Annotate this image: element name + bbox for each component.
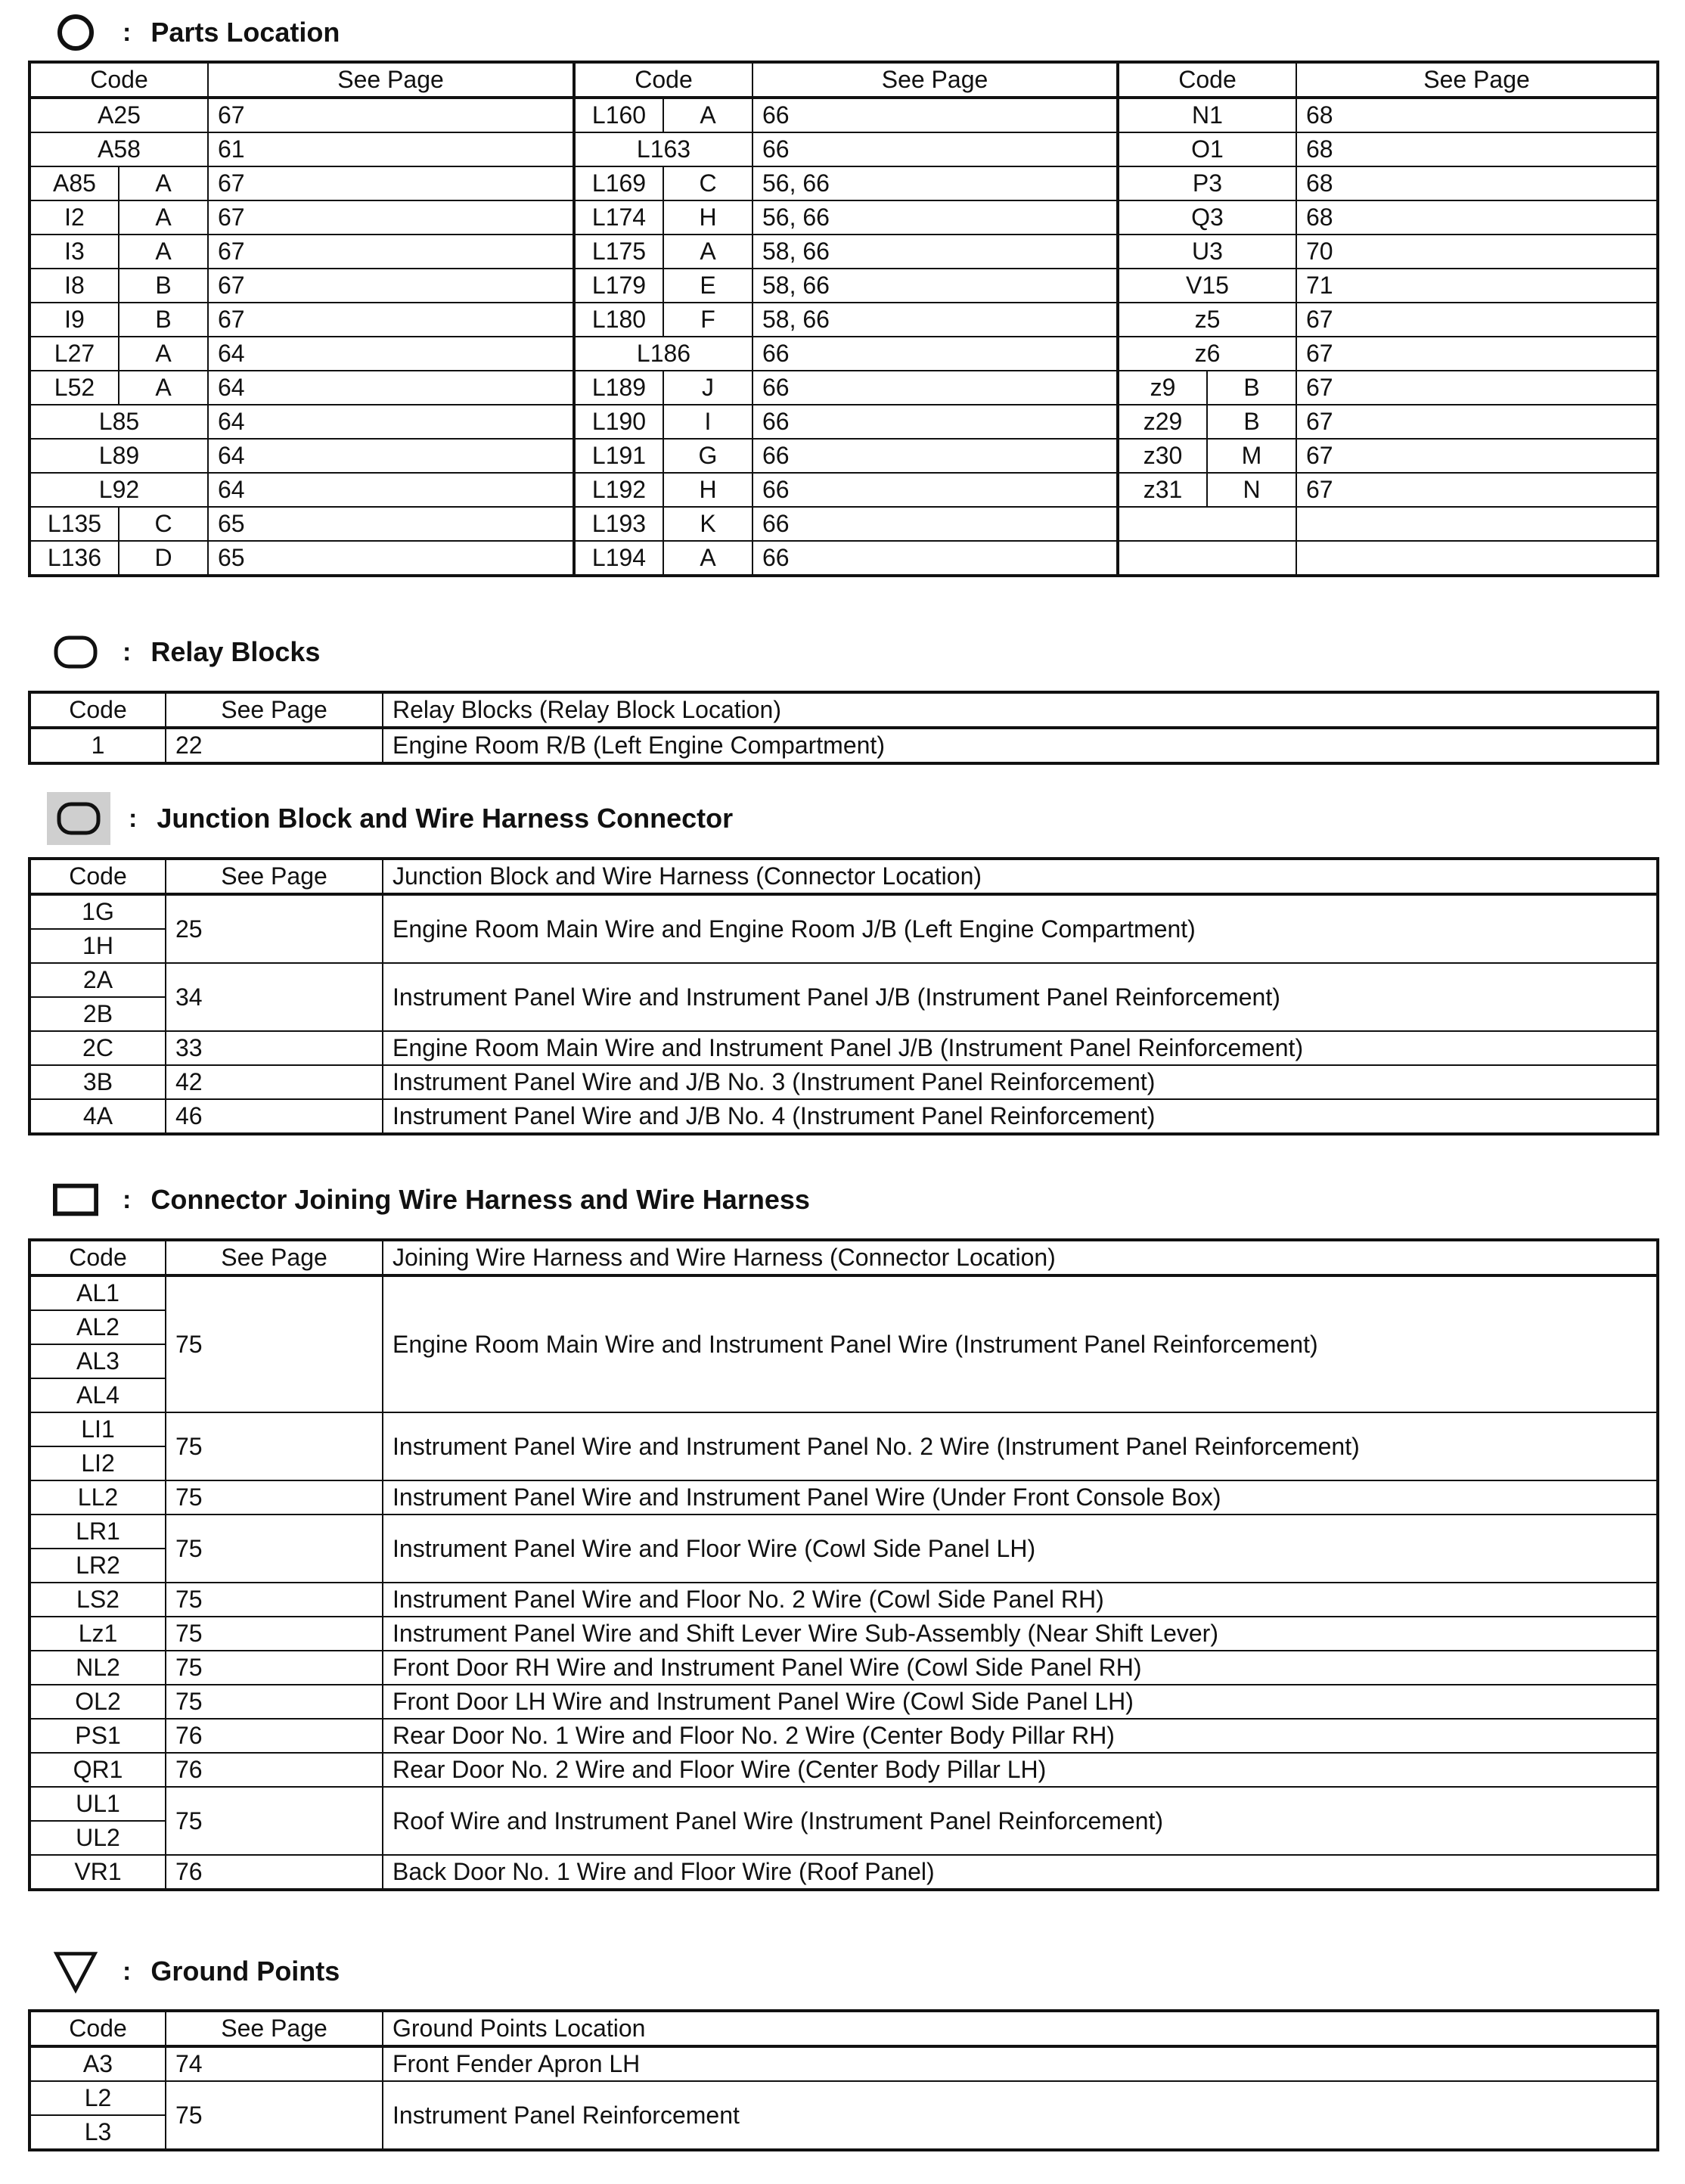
see-page-cell: 66 [753,371,1118,405]
part-code-cell: L189 [574,371,663,405]
see-page-cell: 75 [166,1515,383,1583]
ground-points-heading [53,1949,340,1994]
part-code-cell: L163 [574,132,753,166]
code-cell: 2B [29,997,166,1031]
down-triangle-icon [53,1947,98,1996]
description-cell: Instrument Panel Wire and Shift Lever Wire Sub-Assembly (Near Shift Lever) [383,1617,1658,1651]
table-row [29,728,1658,763]
see-page-cell: 75 [166,1583,383,1617]
table-row [29,1583,1658,1617]
part-code-cell: L174 [574,200,663,235]
see-page-cell [1296,507,1658,541]
part-code-cell: L92 [29,473,208,507]
heading-colon: : [123,17,132,47]
code-cell: 1H [29,929,166,963]
see-page-cell: 68 [1296,166,1658,200]
table-row [29,1275,1658,1310]
part-sub-cell: F [663,303,753,337]
table-row [29,473,1658,507]
description-cell: Instrument Panel Reinforcement [383,2081,1658,2150]
see-page-cell: 71 [1296,269,1658,303]
see-page-cell: 42 [166,1065,383,1099]
table-row [29,337,1658,371]
part-sub-cell: H [663,473,753,507]
part-code-cell: L179 [574,269,663,303]
part-code-cell: z31 [1118,473,1207,507]
see-page-cell: 65 [208,507,574,541]
description-cell: Front Door LH Wire and Instrument Panel Wire (Cowl Side Panel LH) [383,1685,1658,1719]
see-page-cell: 76 [166,1855,383,1890]
part-sub-cell: A [663,541,753,576]
see-page-cell: 67 [208,166,574,200]
part-code-cell: A58 [29,132,208,166]
column-header-see-page: See Page [208,62,574,98]
table-row [29,1787,1658,1821]
column-header-description: Ground Points Location [383,2011,1658,2046]
part-sub-cell: E [663,269,753,303]
table-header-row [29,1240,1658,1275]
part-code-cell: L169 [574,166,663,200]
table-header-row [29,2011,1658,2046]
column-header-code: Code [29,62,208,98]
part-code-cell: I3 [29,235,119,269]
part-sub-cell: N [1207,473,1296,507]
see-page-cell: 67 [1296,473,1658,507]
table-row [29,963,1658,997]
column-header-code: Code [1118,62,1296,98]
see-page-cell: 76 [166,1719,383,1753]
code-cell: PS1 [29,1719,166,1753]
connector-joining-table [28,1238,1659,1891]
part-code-cell: z6 [1118,337,1296,371]
description-cell: Rear Door No. 2 Wire and Floor Wire (Center Body Pillar LH) [383,1753,1658,1787]
code-cell: NL2 [29,1651,166,1685]
description-cell: Roof Wire and Instrument Panel Wire (Instrument Panel Reinforcement) [383,1787,1658,1855]
section-title: Junction Block and Wire Harness Connector [157,803,734,834]
code-cell: Lz1 [29,1617,166,1651]
see-page-cell: 75 [166,1685,383,1719]
see-page-cell: 67 [208,235,574,269]
see-page-cell: 66 [753,337,1118,371]
relay-blocks-table [28,691,1659,765]
part-code-cell: I8 [29,269,119,303]
code-cell: LS2 [29,1583,166,1617]
see-page-cell: 70 [1296,235,1658,269]
code-cell: 4A [29,1099,166,1134]
part-code-cell: Q3 [1118,200,1296,235]
see-page-cell: 68 [1296,132,1658,166]
connector-joining-heading [53,1177,810,1222]
part-sub-cell: A [663,235,753,269]
part-sub-cell: A [119,371,208,405]
code-cell: LI2 [29,1446,166,1480]
part-code-cell [1118,507,1296,541]
part-sub-cell: G [663,439,753,473]
section-title: Relay Blocks [151,636,321,667]
table-row [29,1685,1658,1719]
table-row [29,439,1658,473]
see-page-cell: 67 [208,98,574,132]
section-title: Parts Location [151,17,340,48]
see-page-cell: 34 [166,963,383,1031]
code-cell: 3B [29,1065,166,1099]
code-cell: LL2 [29,1480,166,1515]
code-cell: 2A [29,963,166,997]
see-page-cell: 74 [166,2046,383,2081]
heading-colon: : [123,1185,132,1214]
part-code-cell: A85 [29,166,119,200]
description-cell: Instrument Panel Wire and Instrument Panel Wire (Under Front Console Box) [383,1480,1658,1515]
heading-colon: : [123,637,132,666]
table-row [29,1480,1658,1515]
see-page-cell: 66 [753,98,1118,132]
see-page-cell: 67 [1296,303,1658,337]
code-cell: L2 [29,2081,166,2115]
column-header-code: Code [574,62,753,98]
rectangle-icon [53,1177,98,1222]
part-code-cell: I2 [29,200,119,235]
code-cell: A3 [29,2046,166,2081]
part-code-cell: O1 [1118,132,1296,166]
part-code-cell: L160 [574,98,663,132]
see-page-cell [1296,541,1658,576]
code-cell: AL3 [29,1344,166,1378]
section-title: Connector Joining Wire Harness and Wire Harness [151,1184,810,1215]
code-cell: LR1 [29,1515,166,1549]
relay-blocks-heading [53,629,320,675]
table-row [29,1719,1658,1753]
see-page-cell: 67 [208,269,574,303]
table-row [29,1412,1658,1446]
see-page-cell: 56, 66 [753,200,1118,235]
see-page-cell: 75 [166,1617,383,1651]
see-page-cell: 61 [208,132,574,166]
junction-block-table [28,857,1659,1135]
see-page-cell: 64 [208,405,574,439]
column-header-see-page: See Page [166,2011,383,2046]
see-page-cell: 64 [208,473,574,507]
part-sub-cell: M [1207,439,1296,473]
part-code-cell: P3 [1118,166,1296,200]
column-header-see-page: See Page [166,859,383,894]
see-page-cell: 68 [1296,200,1658,235]
description-cell: Front Door RH Wire and Instrument Panel Wire (Cowl Side Panel RH) [383,1651,1658,1685]
part-code-cell: L85 [29,405,208,439]
table-row [29,1065,1658,1099]
table-row [29,507,1658,541]
description-cell: Instrument Panel Wire and J/B No. 4 (Instrument Panel Reinforcement) [383,1099,1658,1134]
part-sub-cell: B [1207,405,1296,439]
see-page-cell: 46 [166,1099,383,1134]
column-header-code: Code [29,1240,166,1275]
part-code-cell: I9 [29,303,119,337]
table-row [29,894,1658,929]
part-code-cell: L136 [29,541,119,576]
part-code-cell: A25 [29,98,208,132]
see-page-cell: 66 [753,132,1118,166]
part-sub-cell: J [663,371,753,405]
column-header-see-page: See Page [166,692,383,728]
see-page-cell: 67 [208,303,574,337]
table-row [29,541,1658,576]
see-page-cell: 67 [208,200,574,235]
column-header-see-page: See Page [166,1240,383,1275]
code-cell: 2C [29,1031,166,1065]
code-cell: UL2 [29,1821,166,1855]
code-cell: LI1 [29,1412,166,1446]
see-page-cell: 67 [1296,337,1658,371]
see-page-cell: 64 [208,337,574,371]
see-page-cell: 33 [166,1031,383,1065]
table-row [29,1617,1658,1651]
see-page-cell: 22 [166,728,383,763]
part-code-cell: L180 [574,303,663,337]
column-header-description: Joining Wire Harness and Wire Harness (Connector Location) [383,1240,1658,1275]
heading-colon: : [123,1956,132,1986]
table-row [29,2046,1658,2081]
see-page-cell: 58, 66 [753,303,1118,337]
see-page-cell: 75 [166,1480,383,1515]
column-header-see-page: See Page [1296,62,1658,98]
code-cell: AL4 [29,1378,166,1412]
part-code-cell: L194 [574,541,663,576]
description-cell: Back Door No. 1 Wire and Floor Wire (Roof Panel) [383,1855,1658,1890]
description-cell: Instrument Panel Wire and Instrument Panel No. 2 Wire (Instrument Panel Reinforcement) [383,1412,1658,1480]
see-page-cell: 67 [1296,405,1658,439]
description-cell: Engine Room Main Wire and Instrument Panel Wire (Instrument Panel Reinforcement) [383,1275,1658,1412]
column-header-code: Code [29,859,166,894]
see-page-cell: 75 [166,1787,383,1855]
part-code-cell: z29 [1118,405,1207,439]
part-code-cell: V15 [1118,269,1296,303]
code-cell: AL1 [29,1275,166,1310]
shaded-rounded-rectangle-icon [47,792,110,845]
table-row [29,1031,1658,1065]
table-row [29,1099,1658,1134]
table-header-row [29,859,1658,894]
table-row [29,405,1658,439]
description-cell: Front Fender Apron LH [383,2046,1658,2081]
part-sub-cell: A [663,98,753,132]
part-code-cell: L186 [574,337,753,371]
code-cell: 1G [29,894,166,929]
see-page-cell: 56, 66 [753,166,1118,200]
description-cell: Instrument Panel Wire and Floor Wire (Cowl Side Panel LH) [383,1515,1658,1583]
part-code-cell: z30 [1118,439,1207,473]
table-row [29,1515,1658,1549]
column-header-description: Relay Blocks (Relay Block Location) [383,692,1658,728]
table-row [29,2081,1658,2115]
see-page-cell: 67 [1296,439,1658,473]
part-sub-cell: B [119,303,208,337]
code-cell: 1 [29,728,166,763]
parts-location-table [28,61,1659,577]
column-header-description: Junction Block and Wire Harness (Connector Location) [383,859,1658,894]
part-sub-cell: I [663,405,753,439]
see-page-cell: 67 [1296,371,1658,405]
part-sub-cell: B [119,269,208,303]
section-title: Ground Points [151,1956,340,1987]
code-cell: VR1 [29,1855,166,1890]
part-code-cell: L89 [29,439,208,473]
see-page-cell: 66 [753,541,1118,576]
part-code-cell: L191 [574,439,663,473]
see-page-cell: 25 [166,894,383,963]
see-page-cell: 58, 66 [753,235,1118,269]
description-cell: Rear Door No. 1 Wire and Floor No. 2 Wire (Center Body Pillar RH) [383,1719,1658,1753]
part-sub-cell: H [663,200,753,235]
description-cell: Engine Room Main Wire and Engine Room J/B (Left Engine Compartment) [383,894,1658,963]
table-row [29,269,1658,303]
part-code-cell: L175 [574,235,663,269]
column-header-see-page: See Page [753,62,1118,98]
code-cell: LR2 [29,1549,166,1583]
table-row [29,1651,1658,1685]
see-page-cell: 58, 66 [753,269,1118,303]
table-row [29,235,1658,269]
see-page-cell: 66 [753,439,1118,473]
description-cell: Instrument Panel Wire and J/B No. 3 (Instrument Panel Reinforcement) [383,1065,1658,1099]
heading-colon: : [129,803,138,833]
part-code-cell: L135 [29,507,119,541]
description-cell: Instrument Panel Wire and Instrument Panel J/B (Instrument Panel Reinforcement) [383,963,1658,1031]
part-code-cell: L190 [574,405,663,439]
see-page-cell: 66 [753,507,1118,541]
part-sub-cell: A [119,235,208,269]
table-row [29,371,1658,405]
code-cell: L3 [29,2115,166,2150]
description-cell: Engine Room R/B (Left Engine Compartment) [383,728,1658,763]
table-row [29,132,1658,166]
ground-points-table [28,2009,1659,2151]
see-page-cell: 75 [166,1412,383,1480]
column-header-code: Code [29,2011,166,2046]
part-sub-cell: D [119,541,208,576]
table-row [29,303,1658,337]
see-page-cell: 76 [166,1753,383,1787]
code-cell: OL2 [29,1685,166,1719]
part-code-cell: L192 [574,473,663,507]
code-cell: AL2 [29,1310,166,1344]
part-sub-cell: A [119,200,208,235]
part-sub-cell: C [119,507,208,541]
part-sub-cell: A [119,337,208,371]
part-code-cell: N1 [1118,98,1296,132]
see-page-cell: 68 [1296,98,1658,132]
see-page-cell: 66 [753,473,1118,507]
code-cell: QR1 [29,1753,166,1787]
part-code-cell: L27 [29,337,119,371]
description-cell: Engine Room Main Wire and Instrument Panel J/B (Instrument Panel Reinforcement) [383,1031,1658,1065]
column-header-code: Code [29,692,166,728]
see-page-cell: 65 [208,541,574,576]
part-code-cell: L193 [574,507,663,541]
parts-location-heading [53,10,340,55]
table-row [29,98,1658,132]
see-page-cell: 75 [166,1651,383,1685]
part-code-cell [1118,541,1296,576]
part-sub-cell: B [1207,371,1296,405]
description-cell: Instrument Panel Wire and Floor No. 2 Wire (Cowl Side Panel RH) [383,1583,1658,1617]
table-row [29,200,1658,235]
table-row [29,1753,1658,1787]
table-row [29,166,1658,200]
table-row [29,1855,1658,1890]
part-code-cell: L52 [29,371,119,405]
see-page-cell: 64 [208,439,574,473]
part-sub-cell: A [119,166,208,200]
circle-icon [53,10,98,55]
see-page-cell: 64 [208,371,574,405]
rounded-rectangle-icon [53,629,98,675]
part-sub-cell: C [663,166,753,200]
code-cell: UL1 [29,1787,166,1821]
see-page-cell: 75 [166,1275,383,1412]
part-sub-cell: K [663,507,753,541]
table-header-row [29,62,1658,98]
part-code-cell: U3 [1118,235,1296,269]
part-code-cell: z5 [1118,303,1296,337]
table-header-row [29,692,1658,728]
part-code-cell: z9 [1118,371,1207,405]
see-page-cell: 75 [166,2081,383,2150]
see-page-cell: 66 [753,405,1118,439]
junction-block-heading [53,796,733,841]
